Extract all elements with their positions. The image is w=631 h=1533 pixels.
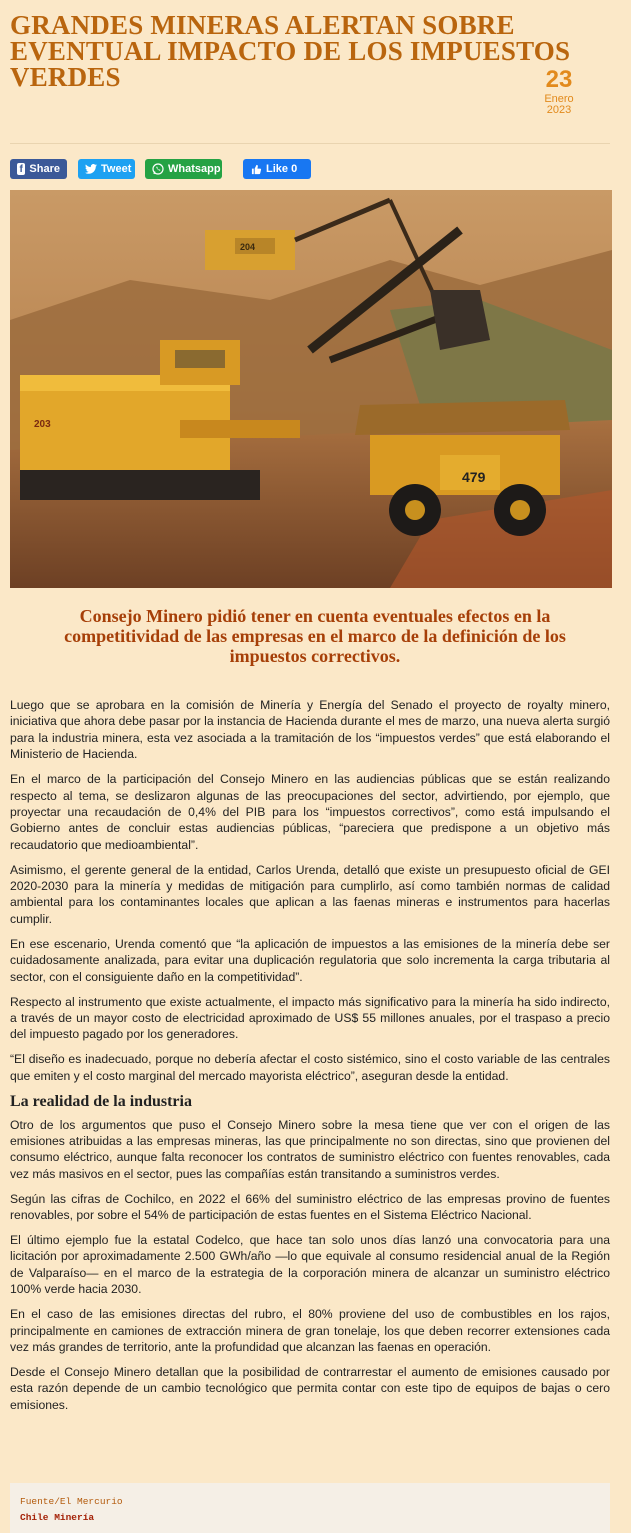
article-date [529,66,589,116]
truck-number: 479 [462,469,486,485]
like-label: Like 0 [266,163,298,175]
whatsapp-label: Whatsapp [168,163,221,175]
paragraph: Asimismo, el gerente general de la entidad, Carlos Urenda, detalló que existe un presupuesto oficial de GEI 2020-2030 para la minería y medidas de mitigación para cumplirlo, así como también normas de calidad ambiental para los contaminantes locales que aplican a las faenas mineras e instrumentos para hacerlas cumplir. [10,862,610,926]
source-label: Fuente/El Mercurio [20,1496,123,1507]
article-title: GRANDES MINERAS ALERTAN SOBRE EVENTUAL IMPACTO DE LOS IMPUESTOS VERDES [10,10,571,92]
facebook-icon: f [17,163,25,175]
date-day: 23 [545,66,573,93]
tweet-label: Tweet [101,163,132,175]
twitter-icon [85,163,97,175]
date-month: Enero [544,93,574,105]
whatsapp-icon [152,163,164,175]
date-year: 2023 [546,104,572,116]
paragraph: En ese escenario, Urenda comentó que “la aplicación de impuestos a las emisiones de la minería debe ser cuidadosamente analizada, para evitar una duplicación regulatoria que solo incrementa la carga tributaria al sector, con el consiguiente daño en la competitividad”. [10,936,610,984]
thumbs-up-icon [250,163,262,175]
paragraph: Otro de los argumentos que puso el Consejo Minero sobre la mesa tiene que ver con el origen de las emisiones atribuidas a las empresas mineras, las que principalmente no son directas, sino que provienen del consumo eléctrico, aunque falta reconocer los contratos de suministro eléctrico con fuentes renovables, cada vez más masivos en el sector, pues las compañías están transitando a suministros verdes. [10,1117,610,1181]
section-heading: La realidad de la industria [10,1092,192,1110]
article-body [10,697,610,1422]
hero-image-mining-machinery [10,190,612,588]
paragraph: Respecto al instrumento que existe actualmente, el impacto más significativo para la minería ha sido indirecto, a través de un mayor costo de electricidad aproximado de US$ 55 millones anuales, por el traspaso a precio del impuesto pagado por los generadores. [10,994,610,1042]
like-button[interactable] [243,159,311,179]
paragraph: Según las cifras de Cochilco, en 2022 el 66% del suministro eléctrico de las empresas provino de fuentes renovables, por sobre el 54% de participación de estas fuentes en el Sistema Eléctrico Nacional. [10,1191,610,1223]
shovel-number: 204 [240,242,256,252]
paragraph: En el caso de las emisiones directas del rubro, el 80% proviene del uso de combustibles en los rajos, principalmente en camiones de extracción minera de gran tonelaje, los que deben recorrer extensiones cada vez más grandes de territorio, ante la profundidad que alcanzan las faenas en operación. [10,1307,610,1354]
brand-label: Chile Minería [20,1512,95,1523]
excavator-number: 203 [34,419,51,430]
share-label: Share [29,163,60,175]
paragraph: Desde el Consejo Minero detallan que la posibilidad de contrarrestar el aumento de emisiones causado por esta razón depende de un cambio tecnológico que permita contar con este tipo de equipos de bajas o cero emisiones. [10,1364,610,1412]
paragraph: En el marco de la participación del Consejo Minero en las audiencias públicas que se están realizando respecto al tema, se deslizaron algunas de las preocupaciones del sector, advirtiendo, por ejemplo, que proyectar una recaudación de 0,4% del PIB para los “impuestos correctivos”, como está impulsando el Gobierno antes de concluir estas audiencias públicas, “pareciera que predispone a un objetivo más recaudatorio que medioambiental”. [10,772,610,852]
paragraph: El último ejemplo fue la estatal Codelco, que hace tan solo unos días lanzó una convocatoria para una licitación por aproximadamente 2.500 GWh/año —lo que equivale al consumo residencial anual de la Región de Valparaíso— en el marco de la estrategia de la corporación minera de alcanzar un suministro eléctrico 100% verde hacia 2030. [10,1232,610,1297]
whatsapp-share-button[interactable] [145,159,222,179]
article-subtitle: Consejo Minero pidió tener en cuenta eventuales efectos en la competitividad de las empresas en el marco de la definición de los impuestos correctivos. [64,606,566,666]
header-divider [10,143,610,144]
facebook-share-button[interactable] [10,159,67,179]
source-box [10,1483,610,1533]
paragraph: Luego que se aprobara en la comisión de Minería y Energía del Senado el proyecto de royalty minero, iniciativa que ahora debe pasar por la instancia de Hacienda durante el mes de marzo, una nueva alerta surgió para la industria minera, esta vez asociada a la tramitación de los “impuestos verdes” que está elaborando el Ministerio de Hacienda. [10,698,610,762]
tweet-button[interactable] [78,159,135,179]
paragraph: “El diseño es inadecuado, porque no debería afectar el costo sistémico, sino el costo variable de las centrales que emiten y el costo marginal del mercado mayorista eléctrico”, aseguran desde la entidad. [10,1052,610,1083]
